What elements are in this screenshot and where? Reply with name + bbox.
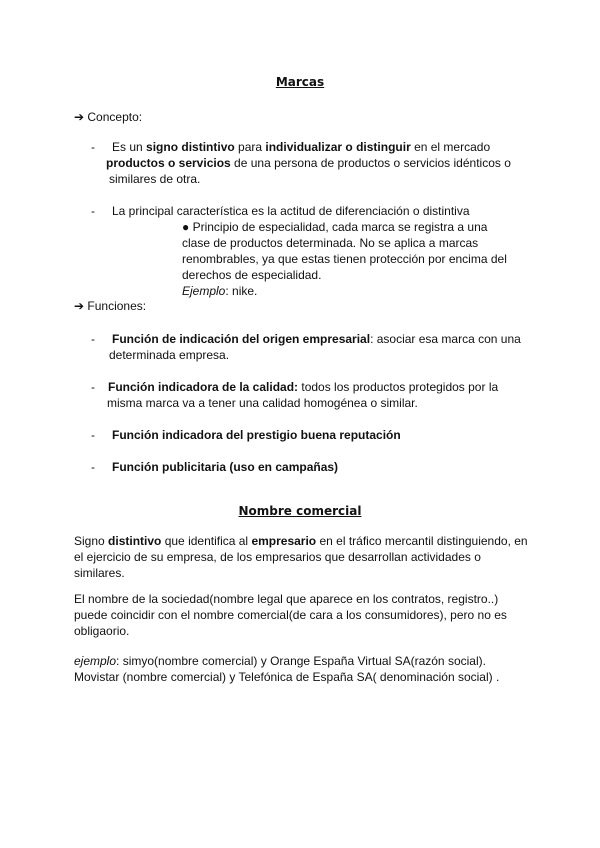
text-run: : simyo(nombre comercial) y Orange España Virtual SA(razón social). [116,654,486,668]
sociedad-paragraph: El nombre de la sociedad(nombre legal que aparece en los contratos, registro..) puede coincidir con el nombre comercial(de cara a los consumidores), pero no es obligaorio. [74,592,507,638]
italic-run: ejemplo [74,654,117,668]
bold-run: Función indicadora del prestigio buena reputación [112,428,401,442]
text-run: de una persona de productos o servicios idénticos o similares de otra. [109,156,511,186]
funcion-item-3 [112,427,532,443]
list-dash: - [91,380,95,394]
bold-run: Función publicitaria (uso en campañas) [112,460,339,474]
text-run: en el mercado [410,140,491,154]
example-line [182,283,257,299]
bold-run: individualizar o distinguir [265,140,411,154]
funcion-item-4 [112,459,532,475]
text-run: todos los productos protegidos por la misma marca va a tener una calidad homogénea o similar. [107,380,499,410]
list-dash: - [91,204,95,218]
funcion-item-2 [107,379,527,411]
bold-run: signo distintivo [146,140,235,154]
especialidad-sub-bullet: ● Principio de especialidad, cada marca se registra a una clase de productos determinada. No se aplica a marcas renombrables, ya que estas tienen protección por encima del derechos de especialidad. [182,220,507,282]
text-run: : asociar esa marca con una determinada empresa. [109,332,521,362]
text-run: en el tráfico mercantil distinguiendo, en el ejercicio de su empresa, de los empresarios que desarrollan actividades o similares. [74,534,528,580]
concepto-heading: ➔ Concepto: [74,110,143,124]
text-run: Es un [112,140,147,154]
text-run: : nike. [225,284,258,298]
funciones-heading: ➔ Funciones: [74,299,147,313]
nombre-comercial-definition [74,533,534,581]
text-run: que identifica al [161,534,252,548]
marcas-title: Marcas [275,75,325,89]
nombre-comercial-title: Nombre comercial [238,504,362,518]
concepto-item-1 [106,139,529,187]
text-run: Movistar (nombre comercial) y Telefónica de España SA( denominación social) . [74,670,500,684]
list-dash: - [91,140,95,154]
bold-run: distintivo [108,534,162,548]
bold-run: productos o servicios [106,156,231,170]
text-run: para [234,140,266,154]
text-run: Signo [74,534,109,548]
bold-run: Función de indicación del origen empresarial [112,332,371,346]
funcion-item-1 [109,331,529,363]
list-dash: - [91,428,95,442]
italic-run: Ejemplo [182,284,226,298]
list-dash: - [91,332,95,346]
ejemplo-paragraph [74,653,534,685]
concepto-item-2: La principal característica es la actitud de diferenciación o distintiva [112,204,470,218]
bold-run: empresario [251,534,317,548]
list-dash: - [91,460,95,474]
bold-run: Función indicadora de la calidad: [108,380,299,394]
